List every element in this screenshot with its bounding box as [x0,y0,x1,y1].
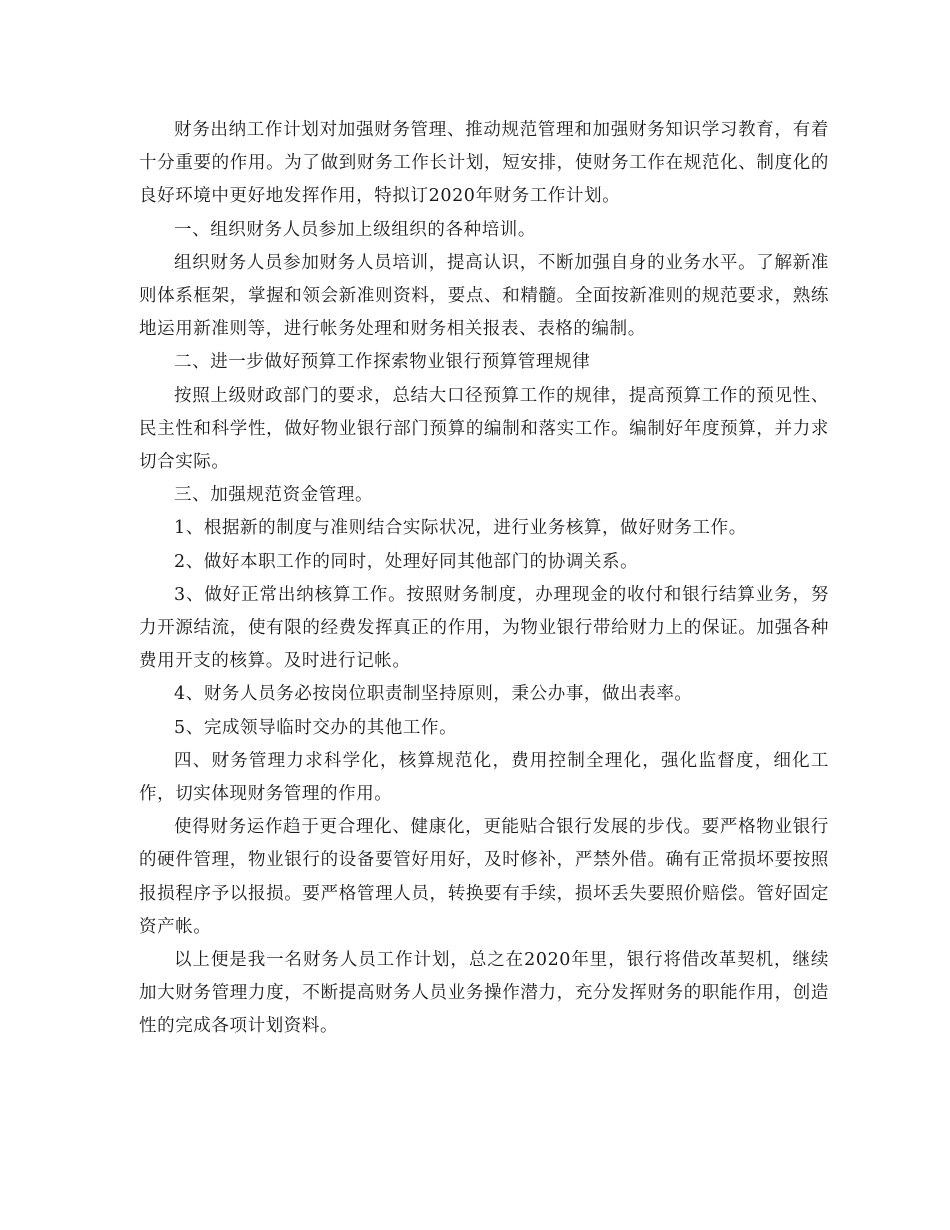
list-item-2: 2、做好本职工作的同时，处理好同其他部门的协调关系。 [174,551,639,572]
heading-funds: 三、加强规范资金管理。 [174,485,374,506]
paragraph-conclusion: 以上便是我一名财务人员工作计划，总之在2020年里，银行将借改革契机，继续加大财务管理力度，不断提高财务人员业务操作潜力，充分发挥财务的职能作用，创造性的完成各项计划资料。 [139,950,829,1037]
list-item-3: 3、做好正常出纳核算工作。按照财务制度，办理现金的收付和银行结算业务，努力开源结流，使有限的经费发挥真正的作用，为物业银行带给财力上的保证。加强各种费用开支的核算。及时进行记帐。 [139,584,829,672]
list-item-4: 4、财务人员务必按岗位职责制坚持原则，秉公办事，做出表率。 [174,684,693,705]
paragraph-budget: 按照上级财政部门的要求，总结大口径预算工作的规律，提高预算工作的预见性、民主性和科学性，做好物业银行部门预算的编制和落实工作。编制好年度预算，并力求切合实际。 [139,385,829,473]
list-item-1: 1、根据新的制度与准则结合实际状况，进行业务核算，做好财务工作。 [174,518,747,539]
heading-budget: 二、进一步做好预算工作探索物业银行预算管理规律 [174,352,591,373]
heading-management: 四、财务管理力求科学化，核算规范化，费用控制全理化，强化监督度，细化工作，切实体现财务管理的作用。 [139,750,829,805]
paragraph-training: 组织财务人员参加财务人员培训，提高认识，不断加强自身的业务水平。了解新准则体系框架，掌握和领会新准则资料，要点、和精髓。全面按新准则的规范要求，熟练地运用新准则等，进行帐务处理和财务相关报表、表格的编制。 [139,252,829,340]
document-body [139,114,829,1044]
list-item-5: 5、完成领导临时交办的其他工作。 [174,717,458,738]
heading-training: 一、组织财务人员参加上级组织的各种培训。 [174,219,536,240]
paragraph-intro: 财务出纳工作计划对加强财务管理、推动规范管理和加强财务知识学习教育，有着十分重要的作用。为了做到财务工作长计划，短安排，使财务工作在规范化、制度化的良好环境中更好地发挥作用，特拟订2020年财务工作计划。 [139,120,829,207]
paragraph-management: 使得财务运作趋于更合理化、健康化，更能贴合银行发展的步伐。要严格物业银行的硬件管理，物业银行的设备要管好用好，及时修补，严禁外借。确有正常损坏要按照报损程序予以报损。要严格管理人员，转换要有手续，损坏丢失要照价赔偿。管好固定资产帐。 [139,817,829,937]
